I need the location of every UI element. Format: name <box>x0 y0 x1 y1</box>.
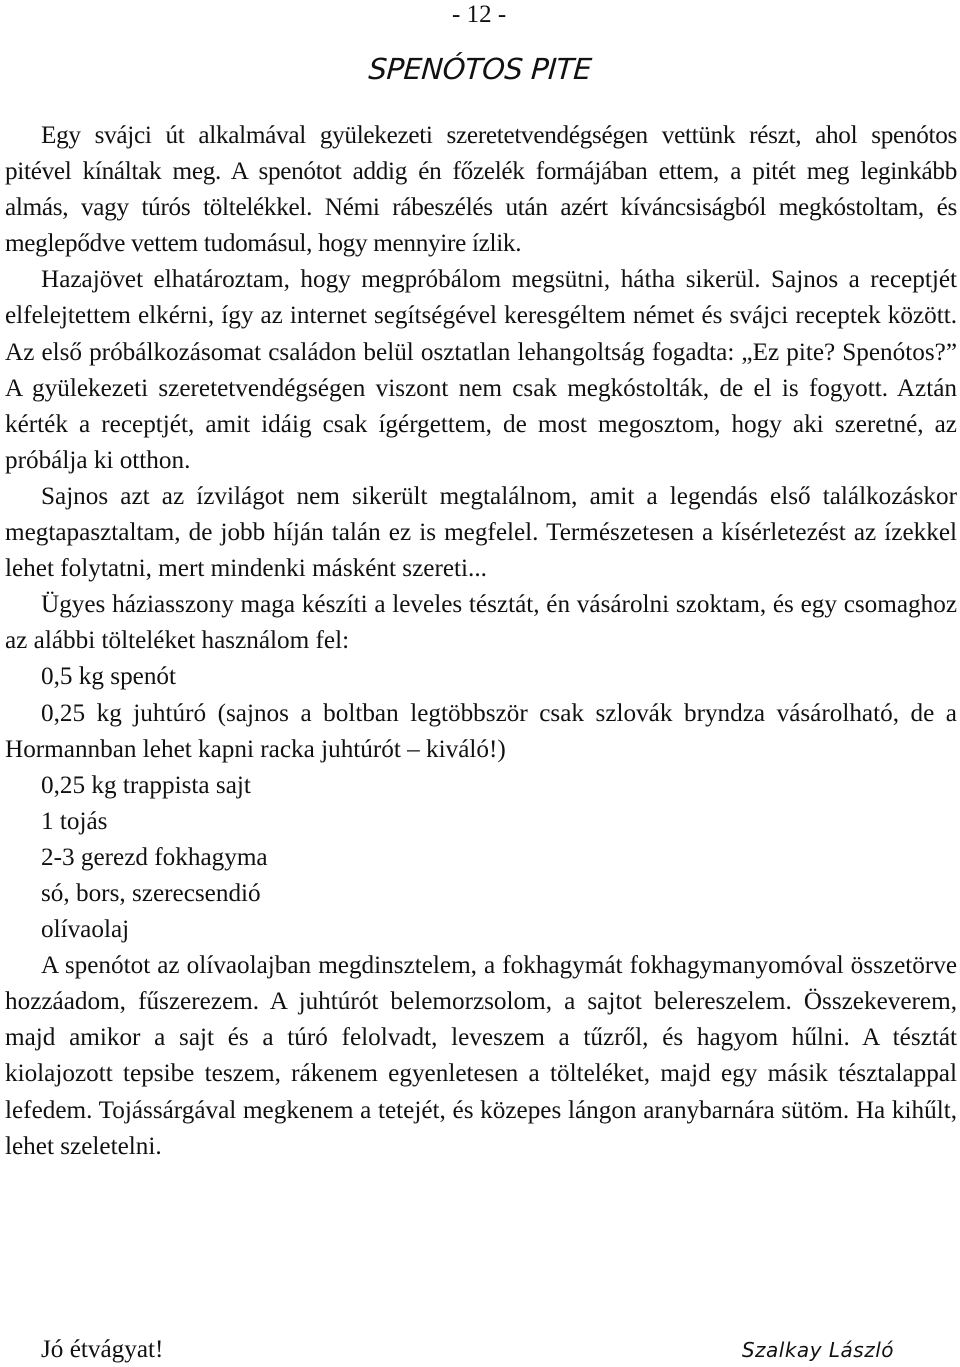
closing-greeting: Jó étvágyat! <box>41 1336 164 1363</box>
method-paragraph: A spenótot az olívaolajban megdinsztelem, a fokhagymát fokhagymanyomóval összetörve hozzáadom, fűszerezem. A juhtúrót belemorzsolom, a sajtot belereszelem. Összekeverem, majd amikor a sajt és a túró felolvadt, leveszem a tűzről, és hagyom hűlni. A tésztát kiolajozott tepsibe teszem, rákenem egyenletesen a tölteléket, majd egy másik tésztalappal lefedem. Tojássárgával megkenem a tetejét, és közepes lángon aranybarnára sütöm. Ha kihűlt, lehet szeletelni. <box>5 952 957 1160</box>
intro-paragraph: Egy svájci út alkalmával gyülekezeti szeretetvendégségen vettünk részt, ahol spenótos pitével kínáltak meg. A spenótot addig én főzelék formájában ettem, a pitét meg leginkább almás, vagy túrós töltelékkel. Némi rábeszélés után azért kíváncsiságból megkóstoltam, és meglepődve vettem tudomásul, hogy mennyire ízlik. <box>5 122 957 258</box>
ingredient-item: 2-3 gerezd fokhagyma <box>41 843 268 871</box>
ingredient-item: 1 tojás <box>41 807 108 835</box>
dough-paragraph: Ügyes háziasszony maga készíti a leveles tésztát, én vásárolni szoktam, és egy csomaghoz az alábbi tölteléket használom fel: <box>5 591 957 655</box>
ingredient-item: 0,25 kg juhtúró (sajnos a boltban legtöbbször csak szlovák bryndza vásárolható, de a Hormannban lehet kapni racka juhtúrót – kiváló!) <box>5 699 957 763</box>
page-number: - 12 - <box>452 1 507 28</box>
ingredient-item: olívaolaj <box>41 916 130 944</box>
recipe-title: SPENÓTOS PITE <box>367 52 593 86</box>
ingredient-item: 0,25 kg trappista sajt <box>41 771 251 799</box>
author-signature: Szalkay László <box>741 1338 894 1362</box>
taste-paragraph: Sajnos azt az ízvilágot nem sikerült megtalálnom, amit a legendás első találkozáskor megtapasztaltam, de jobb híján talán ez is megfelel. Természetesen a kísérletezést az ízekkel lehet folytatni, mert mindenki másként szereti... <box>5 482 957 583</box>
ingredient-item: 0,5 kg spenót <box>41 663 177 691</box>
story-paragraph: Hazajövet elhatároztam, hogy megpróbálom megsütni, hátha sikerül. Sajnos a receptjét elfelejtettem elkérni, így az internet segítségével keresgéltem német és svájci receptek között. Az első próbálkozásomat családon belül osztatlan lehangoltság fogadta: „Ez pite? Spenótos?” A gyülekezeti szeretetvendégségen viszont nem csak megkóstolták, de el is fogyott. Aztán kérték a receptjét, amit idáig csak ígérgettem, de most megosztom, hogy aki szeretné, az próbálja ki otthon. <box>5 266 957 474</box>
recipe-body <box>5 118 957 1165</box>
ingredient-item: só, bors, szerecsendió <box>41 879 261 907</box>
